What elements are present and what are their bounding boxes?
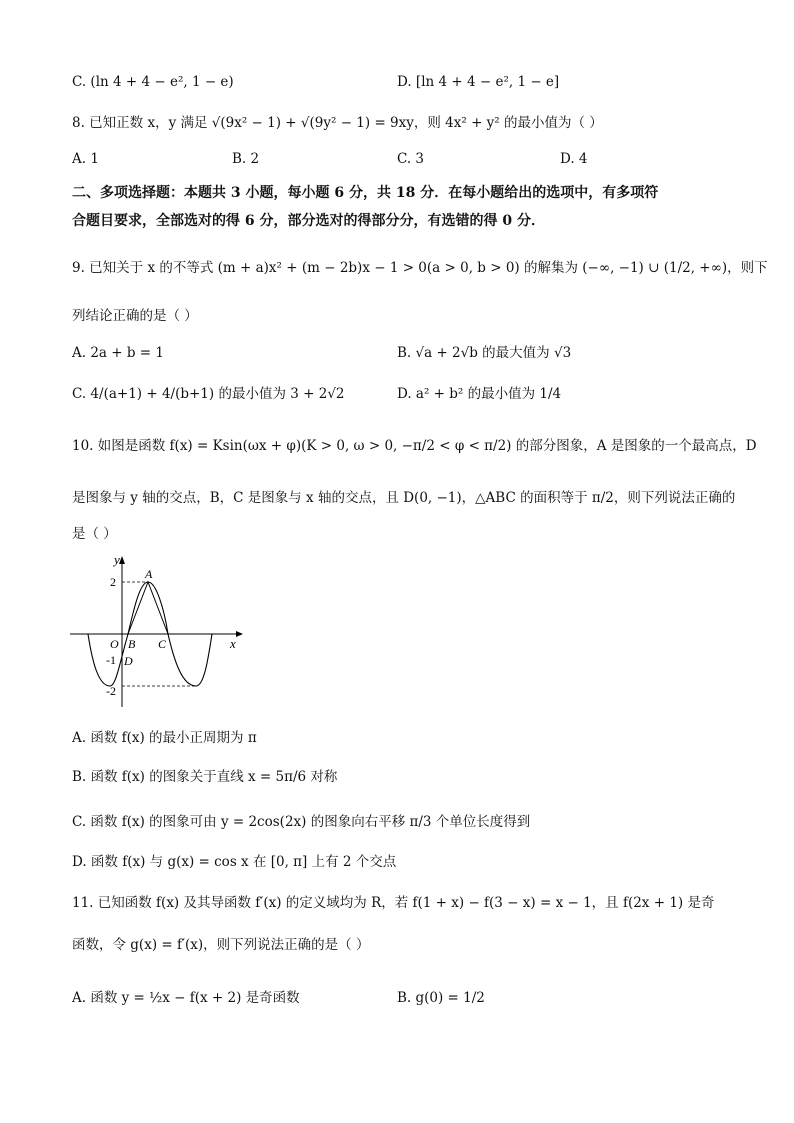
q8-option-d: D. 4: [560, 151, 588, 167]
tick-label-neg2: -2: [106, 684, 116, 698]
point-b-label: B: [128, 637, 136, 651]
point-d-label: D: [124, 654, 133, 668]
question-9-line2: 列结论正确的是（ ）: [72, 308, 198, 324]
question-11-line1: 11. 已知函数 f(x) 及其导函数 f′(x) 的定义域均为 R，若 f(1 + x) − f(3 − x) = x − 1，且 f(2x + 1) 是奇: [72, 895, 715, 911]
origin-label: O: [110, 637, 119, 651]
point-a-label: A: [145, 567, 153, 581]
tick-label-2: 2: [110, 575, 116, 589]
q10-option-b: B. 函数 f(x) 的图象关于直线 x = 5π/6 对称: [72, 769, 338, 785]
q10-option-c: C. 函数 f(x) 的图象可由 y = 2cos(2x) 的图象向右平移 π/3 个单位长度得到: [72, 814, 531, 830]
sine-graph-figure: [70, 552, 250, 710]
question-8-stem: 8. 已知正数 x，y 满足 √(9x² − 1) + √(9y² − 1) = 9xy，则 4x² + y² 的最小值为（ ）: [72, 115, 603, 131]
y-axis-arrow-icon: [119, 556, 125, 564]
q9-option-d: D. a² + b² 的最小值为 1/4: [397, 386, 562, 402]
q10-option-a: A. 函数 f(x) 的最小正周期为 π: [72, 730, 257, 746]
section-2-heading-line2: 合题目要求，全部选对的得 6 分，部分选对的得部分分，有选错的得 0 分．: [72, 213, 545, 229]
q11-option-b: B. g(0) = 1/2: [397, 990, 485, 1006]
x-axis-label: x: [230, 636, 236, 651]
q11-option-a: A. 函数 y = ½x − f(x + 2) 是奇函数: [72, 990, 300, 1006]
q9-option-b: B. √a + 2√b 的最大值为 √3: [397, 345, 572, 361]
q8-option-a: A. 1: [72, 151, 99, 167]
q8-option-b: B. 2: [232, 151, 260, 167]
q8-option-c: C. 3: [397, 151, 425, 167]
option-c-prev: C. (ln 4 + 4 − e², 1 − e): [72, 74, 234, 90]
q9-option-a: A. 2a + b = 1: [72, 345, 164, 361]
question-9-line1: 9. 已知关于 x 的不等式 (m + a)x² + (m − 2b)x − 1 > 0(a > 0, b > 0) 的解集为 (−∞, −1) ∪ (1/2, +∞)，则下: [72, 260, 768, 276]
question-10-line3: 是（ ）: [72, 526, 117, 542]
x-axis-arrow-icon: [236, 631, 243, 637]
question-10-line2: 是图象与 y 轴的交点，B，C 是图象与 x 轴的交点，且 D(0, −1)，△ABC 的面积等于 π/2，则下列说法正确的: [72, 490, 736, 506]
question-10-line1: 10. 如图是函数 f(x) = Ksin(ωx + φ)(K > 0, ω > 0, −π/2 < φ < π/2) 的部分图象，A 是图象的一个最高点，D: [72, 438, 757, 454]
q9-option-c: C. 4/(a+1) + 4/(b+1) 的最小值为 3 + 2√2: [72, 386, 345, 402]
y-axis-label: y: [114, 552, 120, 567]
point-c-label: C: [158, 637, 167, 651]
option-d-prev: D. [ln 4 + 4 − e², 1 − e]: [397, 74, 560, 90]
tick-label-neg1: -1: [106, 653, 116, 667]
section-2-heading-line1: 二、多项选择题：本题共 3 小题，每小题 6 分，共 18 分．在每小题给出的选项中，有多项符: [72, 185, 659, 201]
question-11-line2: 函数，令 g(x) = f′(x)，则下列说法正确的是（ ）: [72, 937, 370, 953]
q10-option-d: D. 函数 f(x) 与 g(x) = cos x 在 [0, π] 上有 2 个交点: [72, 854, 397, 870]
